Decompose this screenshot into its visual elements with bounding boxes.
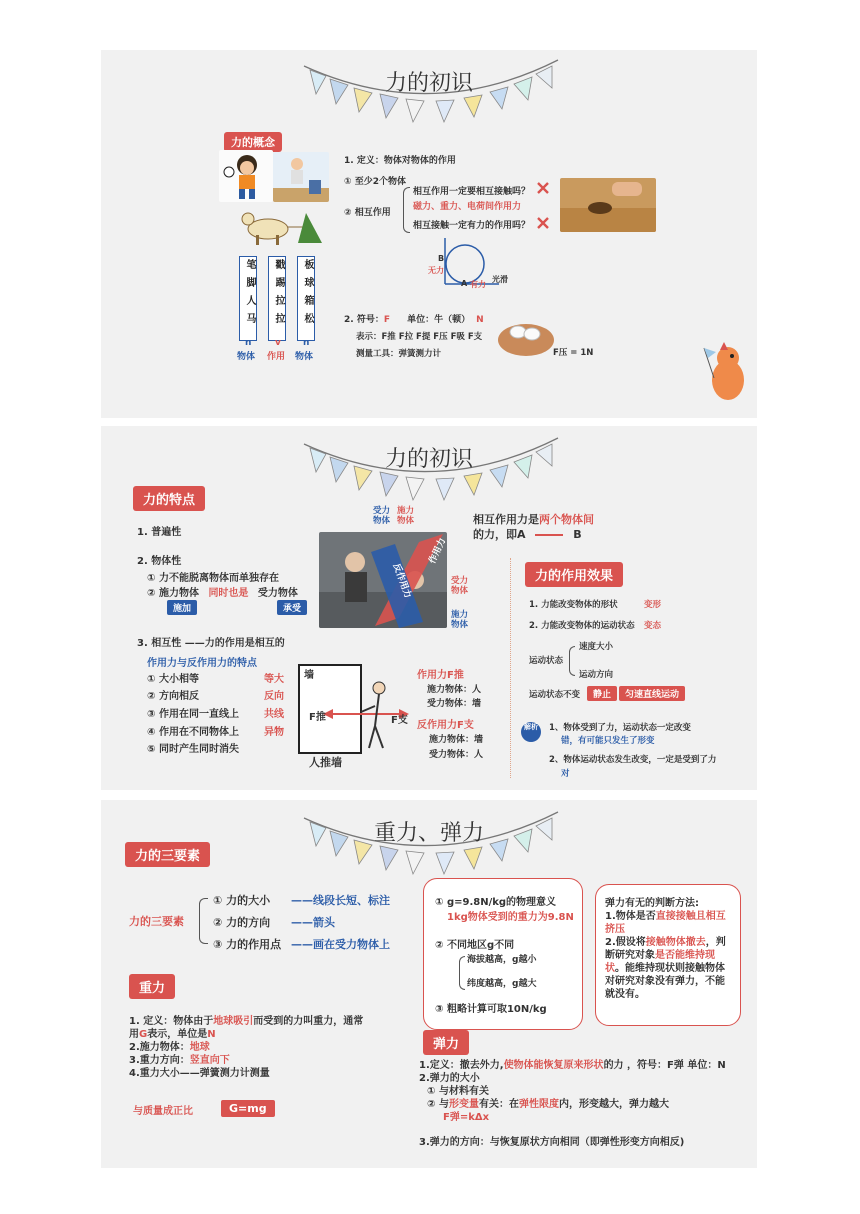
diagram-noforce: 无力 (428, 266, 444, 275)
symbol-line (344, 312, 484, 325)
chip-receive: 承受 (277, 600, 307, 615)
feature-left: ① 大小相等 (147, 674, 199, 685)
feature-left: ④ 作用在不同物体上 (147, 727, 239, 738)
text: 地球吸引 (213, 1016, 254, 1027)
action-force-receiver: 受力物体：墙 (427, 699, 482, 709)
motion-unchanged: 运动状态不变 (529, 690, 581, 700)
effect-shape: 1. 力能改变物体的形状 (529, 600, 618, 610)
label-receiver2: 受力物体 (451, 576, 469, 596)
vcol-text: 戳踢拉拉 (273, 259, 284, 331)
speed-magnitude: 速度大小 (579, 642, 614, 652)
vcol-pos-n1: n (245, 338, 252, 348)
g-approx: ③ 粗略计算可取10N/kg (435, 1004, 547, 1015)
analysis-1-answer: 错，有可能只发生了形变 (561, 736, 655, 746)
g-meaning: ① g=9.8N/kg的物理意义 (435, 897, 557, 908)
materiality-a: ① 力不能脱离物体而单独存在 (147, 573, 279, 584)
hooke-formula: F弹=kΔx (443, 1112, 490, 1123)
diagram-smooth: 光滑 (492, 275, 508, 284)
reaction-force-title: 反作用力F支 (417, 720, 474, 731)
vcol-objects-2 (297, 256, 315, 341)
action-force-title: 作用力F推 (417, 670, 464, 681)
judgment-1 (605, 910, 731, 936)
vcol-pos-n2: n (303, 338, 310, 348)
reaction-force-receiver: 受力物体：人 (429, 750, 484, 760)
universality: 1. 普遍性 (137, 527, 182, 538)
element-left: ③ 力的作用点 (213, 938, 282, 951)
question-contact-force: 相互接触一定有力的作用吗？ (413, 221, 531, 231)
hand-eggs-picture (494, 310, 554, 358)
judgment-2 (605, 936, 731, 1001)
boy-soccer-picture (219, 150, 273, 202)
text: N (207, 1029, 216, 1040)
horse-pulling-picture (234, 203, 326, 247)
symbol-f: F (383, 315, 390, 325)
mutual-force-def2 (473, 526, 582, 542)
mutual-action: ② 相互作用 (344, 208, 391, 218)
text: 接触物体撤去 (645, 937, 706, 948)
elastic-judgment-text (605, 897, 731, 1001)
sand-hand-picture (560, 178, 656, 232)
measuring-tool: 测量工具：弹簧测力计 (356, 349, 442, 359)
element-right: ——画在受力物体上 (291, 938, 390, 951)
diagram-force: 有力 (470, 280, 486, 289)
text: 的力，即A (473, 528, 526, 541)
analysis-badge: 解析 (521, 722, 541, 742)
text: 是否能维持现状 (605, 950, 715, 974)
feature-right: 异物 (264, 727, 284, 738)
element-left: ① 力的大小 (213, 894, 271, 907)
altitude-rule: 海拔越高，g越小 (467, 955, 537, 965)
reaction-force-applier: 施力物体：墙 (429, 735, 484, 745)
label-applier1: 施力物体 (397, 506, 415, 526)
diagram-b: B (438, 254, 445, 263)
motion-direction: 运动方向 (579, 670, 614, 680)
text: ，判断研究对象 (605, 937, 726, 961)
label-applier2: 施力物体 (451, 610, 469, 630)
vcol-label-object1: 物体 (237, 352, 256, 362)
section-tag-effects: 力的作用效果 (525, 562, 623, 587)
effect-motion-short: 变态 (644, 621, 662, 631)
brace (403, 187, 410, 233)
symbol-label: 2. 符号： (344, 315, 384, 325)
text: 用 (129, 1029, 139, 1040)
brace (569, 646, 575, 676)
section-tag-gravity: 重力 (129, 974, 175, 999)
text: 形变量 (448, 1099, 479, 1110)
text: 1. 定义：物体由于 (129, 1016, 214, 1027)
text: 同时也是 (208, 588, 249, 599)
girl-suitcase-picture (273, 152, 329, 202)
text: 弹性限度 (518, 1099, 559, 1110)
formula-gmg: G=mg (221, 1100, 275, 1117)
force-arrows (319, 530, 449, 630)
text: 。能维持现状则接触物体对研究对象没有弹力，不能就没有。 (605, 963, 725, 1000)
vcol-objects-1 (239, 256, 257, 341)
section-tag-three-elements: 力的三要素 (125, 842, 210, 867)
text: 直接接触且相互挤压 (605, 911, 726, 935)
divider (510, 558, 511, 778)
text: 相互作用力是 (473, 513, 539, 526)
feature-left: ② 方向相反 (147, 691, 199, 702)
label-receiver1: 受力物体 (373, 506, 391, 526)
text: 竖直向下 (189, 1055, 230, 1066)
g-varies: ② 不同地区g不同 (435, 940, 515, 951)
wrong-cross-icon (536, 216, 550, 230)
effect-shape-short: 变形 (644, 600, 662, 610)
slide-title: 重力、弹力 (373, 821, 484, 846)
proportional-to-mass: 与质量成正比 (133, 1106, 193, 1117)
unit-label: 单位：牛（顿） (407, 315, 471, 325)
push-wall-caption: 人推墙 (309, 756, 342, 769)
text: 3.重力方向： (129, 1055, 190, 1066)
unit-n: N (476, 315, 484, 325)
vcol-text: 板球箱松 (302, 259, 313, 331)
three-elements-label: 力的三要素 (129, 915, 184, 928)
slide-title: 力的初识 (384, 447, 473, 472)
slide-force-concept (101, 50, 757, 418)
brace (199, 898, 208, 944)
label-action-force: 作用力 (427, 536, 449, 566)
definition: 1. 定义：物体对物体的作用 (344, 156, 456, 166)
chip-still: 静止 (587, 686, 617, 701)
at-least-two: ① 至少2个物体 (344, 177, 407, 187)
chip-apply: 施加 (167, 600, 197, 615)
slide-force-features (101, 426, 757, 790)
materiality: 2. 物体性 (137, 556, 182, 567)
section-tag-concept: 力的概念 (224, 132, 282, 152)
element-right: ——线段长短、标注 (291, 894, 390, 907)
question-contact: 相互作用一定要相互接触吗？ (413, 187, 531, 197)
pressure-force: F压 = 1N (553, 348, 594, 358)
text: 1.物体是否 (605, 911, 656, 922)
text: 1.定义：撤去外力, (419, 1060, 504, 1071)
feature-right: 共线 (264, 709, 284, 720)
analysis-2: 2、物体运动状态发生改变，一定是受到了力 (549, 755, 717, 765)
label-reaction-force: 反作用力 (390, 562, 413, 600)
materiality-b (147, 584, 298, 599)
diagram-a: A (461, 279, 468, 288)
text: 的力 ，符号：F弹 单位：N (603, 1060, 726, 1071)
text: 表示，单位是 (147, 1029, 208, 1040)
vcol-label-action: 作用 (267, 352, 286, 362)
answer-noncontact-forces: 磁力、重力、电荷间作用力 (413, 202, 522, 212)
symbol-representation: 表示：F推 F拉 F提 F压 F吸 F支 (356, 332, 483, 342)
text: 两个物体间 (539, 513, 594, 526)
analysis-1: 1、物体受到了力，运动状态一定改变 (549, 723, 691, 733)
feature-left: ⑤ 同时产生同时消失 (147, 744, 239, 755)
feature-left: ③ 作用在同一直线上 (147, 709, 239, 720)
dinosaur-mascot-icon (698, 338, 754, 408)
text: ② 与 (427, 1099, 449, 1110)
mutual-force-def (473, 511, 594, 527)
action-reaction-head: 作用力与反作用力的特点 (147, 658, 257, 669)
elastic-direction: 3.弹力的方向：与恢复原状方向相同（即弹性形变方向相反) (419, 1137, 685, 1148)
vcol-text: 笔脚人马 (244, 259, 255, 331)
mutuality: 3. 相互性 ——力的作用是相互的 (137, 638, 285, 649)
text: G (139, 1029, 148, 1040)
effect-motion: 2. 力能改变物体的运动状态 (529, 621, 635, 631)
section-tag-features: 力的特点 (133, 486, 205, 511)
motion-state: 运动状态 (529, 656, 564, 666)
text: 受力物体 (257, 588, 298, 599)
elastic-magnitude: 2.弹力的大小 (419, 1073, 480, 1084)
vcol-pos-v: v (275, 338, 281, 348)
analysis-2-answer: 对 (561, 769, 570, 779)
elastic-material: ① 与材料有关 (427, 1086, 489, 1097)
slide-gravity-elastic (101, 800, 757, 1168)
vcol-label-object2: 物体 (295, 352, 314, 362)
force-support-label: F支 (391, 715, 408, 726)
text: 内，形变越大，弹力越大 (558, 1099, 669, 1110)
latitude-rule: 纬度越高，g越大 (467, 979, 537, 989)
wall-label: 墙 (304, 670, 314, 681)
text: B (573, 528, 582, 541)
text: 而受到的力叫重力，通常 (253, 1016, 364, 1027)
text: 地球 (189, 1042, 210, 1053)
force-push-label: F推 (309, 712, 326, 723)
line-ab (535, 534, 563, 536)
slide-title: 力的初识 (384, 71, 473, 96)
element-right: ——箭头 (291, 916, 335, 929)
gravity-magnitude: 4.重力大小——弹簧测力计测量 (129, 1068, 270, 1079)
brace (459, 956, 465, 990)
feature-right: 等大 (264, 674, 284, 685)
text: ② 施力物体 (147, 588, 199, 599)
action-force-applier: 施力物体：人 (427, 685, 482, 695)
section-tag-elastic: 弹力 (423, 1030, 469, 1055)
judgment-heading: 弹力有无的判断方法: (605, 898, 699, 909)
vcol-actions (268, 256, 286, 341)
text: 2.施力物体： (129, 1042, 190, 1053)
wrong-cross-icon (536, 181, 550, 195)
text: 2.假设将 (605, 937, 646, 948)
chip-uniform-motion: 匀速直线运动 (619, 686, 685, 701)
g-meaning-answer: 1kg物体受到的重力为9.8N (447, 912, 574, 923)
text: 使物体能恢复原来形状 (503, 1060, 604, 1071)
element-left: ② 力的方向 (213, 916, 271, 929)
text: 有关：在 (478, 1099, 519, 1110)
feature-right: 反向 (264, 691, 284, 702)
